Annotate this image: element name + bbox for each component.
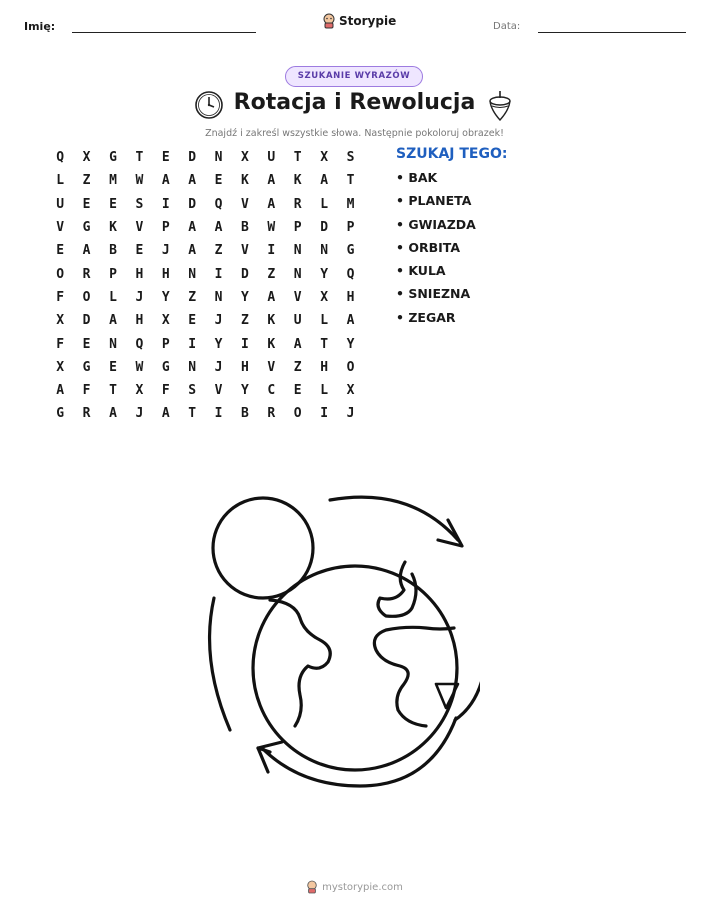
grid-letter: E <box>161 150 170 166</box>
word-list-item: • KULA <box>396 263 446 279</box>
earth-shape <box>253 566 457 770</box>
word-list-item: • BAK <box>396 170 438 185</box>
grid-letter: W <box>135 173 144 189</box>
grid-letter: T <box>320 336 329 352</box>
word-search-grid <box>47 146 364 426</box>
orbit-arrow-top <box>330 497 458 540</box>
grid-row <box>47 239 364 262</box>
grid-letter: N <box>214 289 223 305</box>
word-list <box>396 170 476 333</box>
grid-letter: B <box>109 243 117 259</box>
grid-letter: H <box>320 359 329 375</box>
grid-letter: C <box>267 383 276 399</box>
grid-letter: X <box>241 150 249 166</box>
grid-letter: E <box>188 313 197 329</box>
grid-letter: Y <box>241 289 249 305</box>
grid-row <box>47 356 364 379</box>
grid-letter: U <box>293 313 302 329</box>
grid-letter: X <box>56 359 65 375</box>
grid-letter: X <box>82 150 91 166</box>
grid-letter: G <box>346 243 355 259</box>
grid-letter: V <box>56 220 65 236</box>
grid-row <box>47 309 364 332</box>
grid-letter: Z <box>82 173 91 189</box>
grid-letter: X <box>56 313 65 329</box>
grid-letter: V <box>135 220 144 236</box>
word-list-title: SZUKAJ TEGO: <box>396 146 508 162</box>
grid-letter: A <box>346 313 355 329</box>
grid-letter: H <box>135 313 144 329</box>
grid-letter: J <box>161 243 170 259</box>
grid-letter: G <box>82 220 91 236</box>
grid-letter: A <box>188 220 197 236</box>
grid-letter: V <box>241 196 249 212</box>
grid-letter: B <box>241 406 249 422</box>
grid-letter: P <box>109 266 117 282</box>
grid-letter: W <box>267 220 276 236</box>
grid-letter: E <box>56 243 65 259</box>
date-line <box>538 32 686 33</box>
grid-letter: A <box>293 336 302 352</box>
grid-letter: A <box>320 173 329 189</box>
grid-letter: O <box>82 289 91 305</box>
grid-letter: K <box>241 173 249 189</box>
grid-letter: Z <box>267 266 276 282</box>
grid-letter: J <box>214 359 223 375</box>
grid-letter: Z <box>293 359 302 375</box>
date-label: Data: <box>493 21 521 32</box>
grid-letter: P <box>161 220 170 236</box>
grid-letter: D <box>241 266 249 282</box>
grid-letter: D <box>82 313 91 329</box>
grid-letter: L <box>320 313 329 329</box>
grid-letter: K <box>267 313 276 329</box>
grid-row <box>47 193 364 216</box>
grid-letter: D <box>188 196 197 212</box>
grid-letter: I <box>267 243 276 259</box>
earth-moon-rotation-illustration <box>200 490 480 800</box>
grid-row <box>47 169 364 192</box>
grid-letter: J <box>346 406 355 422</box>
grid-letter: J <box>135 406 144 422</box>
footer-url: mystorypie.com <box>322 881 403 893</box>
grid-letter: R <box>82 266 91 282</box>
grid-letter: B <box>241 220 249 236</box>
grid-letter: I <box>214 266 223 282</box>
grid-letter: E <box>293 383 302 399</box>
word-list-item: • SNIEZNA <box>396 286 471 302</box>
grid-letter: F <box>82 383 91 399</box>
grid-letter: M <box>109 173 117 189</box>
grid-letter: O <box>293 406 302 422</box>
grid-letter: G <box>161 359 170 375</box>
grid-letter: N <box>188 266 197 282</box>
grid-letter: Y <box>214 336 223 352</box>
grid-row <box>47 262 364 285</box>
grid-letter: N <box>214 150 223 166</box>
grid-letter: P <box>161 336 170 352</box>
grid-letter: U <box>267 150 276 166</box>
grid-letter: O <box>346 359 355 375</box>
grid-letter: I <box>161 196 170 212</box>
storypie-logo-icon <box>322 13 336 29</box>
grid-letter: A <box>188 173 197 189</box>
grid-letter: F <box>161 383 170 399</box>
grid-letter: H <box>161 266 170 282</box>
grid-letter: F <box>56 336 65 352</box>
grid-row <box>47 379 364 402</box>
word-list-item: • GWIAZDA <box>396 216 476 232</box>
grid-letter: A <box>82 243 91 259</box>
grid-letter: N <box>293 266 302 282</box>
grid-letter: A <box>109 406 117 422</box>
grid-letter: O <box>56 266 65 282</box>
grid-letter: V <box>293 289 302 305</box>
grid-letter: I <box>320 406 329 422</box>
grid-letter: K <box>293 173 302 189</box>
word-list-item: • ORBITA <box>396 239 461 255</box>
brand-logo <box>322 13 396 29</box>
grid-letter: E <box>82 196 91 212</box>
grid-letter: S <box>188 383 197 399</box>
grid-letter: Y <box>241 383 249 399</box>
grid-letter: L <box>320 196 329 212</box>
grid-letter: Q <box>346 266 355 282</box>
storypie-logo-icon <box>306 880 318 894</box>
grid-letter: A <box>188 243 197 259</box>
grid-letter: M <box>346 196 355 212</box>
grid-row <box>47 146 364 169</box>
grid-letter: W <box>135 359 144 375</box>
worksheet-type-badge: SZUKANIE WYRAZÓW <box>285 66 423 87</box>
grid-letter: K <box>109 220 117 236</box>
grid-row <box>47 216 364 239</box>
grid-row <box>47 286 364 309</box>
grid-letter: Z <box>188 289 197 305</box>
grid-letter: T <box>293 150 302 166</box>
page-title: Rotacja i Rewolucja <box>233 90 476 115</box>
grid-letter: X <box>320 150 329 166</box>
grid-letter: A <box>161 173 170 189</box>
grid-letter: S <box>346 150 355 166</box>
grid-letter: Q <box>135 336 144 352</box>
grid-letter: G <box>56 406 65 422</box>
grid-letter: Y <box>346 336 355 352</box>
grid-letter: T <box>346 173 355 189</box>
grid-letter: F <box>56 289 65 305</box>
grid-letter: L <box>109 289 117 305</box>
grid-letter: D <box>188 150 197 166</box>
grid-letter: V <box>267 359 276 375</box>
grid-letter: X <box>135 383 144 399</box>
grid-letter: N <box>188 359 197 375</box>
grid-letter: J <box>135 289 144 305</box>
grid-row <box>47 402 364 425</box>
grid-letter: R <box>82 406 91 422</box>
grid-letter: G <box>109 150 117 166</box>
grid-letter: H <box>135 266 144 282</box>
grid-letter: Q <box>214 196 223 212</box>
grid-letter: U <box>56 196 65 212</box>
grid-letter: E <box>82 336 91 352</box>
grid-letter: X <box>320 289 329 305</box>
grid-letter: K <box>267 336 276 352</box>
grid-letter: A <box>267 289 276 305</box>
grid-letter: A <box>267 173 276 189</box>
grid-letter: I <box>214 406 223 422</box>
grid-letter: Z <box>214 243 223 259</box>
grid-letter: P <box>293 220 302 236</box>
grid-letter: H <box>241 359 249 375</box>
grid-letter: A <box>161 406 170 422</box>
grid-letter: J <box>214 313 223 329</box>
grid-letter: Y <box>320 266 329 282</box>
grid-letter: Q <box>56 150 65 166</box>
name-label: Imię: <box>24 20 56 33</box>
grid-letter: A <box>109 313 117 329</box>
grid-letter: D <box>320 220 329 236</box>
grid-letter: Y <box>161 289 170 305</box>
spinning-top-icon <box>487 90 513 122</box>
grid-letter: P <box>346 220 355 236</box>
grid-letter: A <box>214 220 223 236</box>
footer <box>0 880 709 894</box>
grid-letter: E <box>214 173 223 189</box>
grid-letter: I <box>241 336 249 352</box>
grid-letter: Z <box>241 313 249 329</box>
grid-letter: N <box>109 336 117 352</box>
grid-letter: G <box>82 359 91 375</box>
instructions-text: Znajdź i zakreśl wszystkie słowa. Następnie pokoloruj obrazek! <box>205 128 504 139</box>
grid-letter: A <box>267 196 276 212</box>
grid-letter: L <box>320 383 329 399</box>
orbit-arrow-bottom <box>262 718 456 786</box>
grid-letter: E <box>135 243 144 259</box>
grid-letter: R <box>293 196 302 212</box>
grid-letter: T <box>135 150 144 166</box>
grid-letter: V <box>214 383 223 399</box>
word-list-item: • ZEGAR <box>396 309 456 325</box>
grid-letter: I <box>188 336 197 352</box>
grid-letter: E <box>109 196 117 212</box>
grid-letter: V <box>241 243 249 259</box>
grid-letter: H <box>346 289 355 305</box>
grid-letter: R <box>267 406 276 422</box>
grid-letter: N <box>293 243 302 259</box>
grid-row <box>47 332 364 355</box>
name-line <box>72 32 256 33</box>
grid-letter: T <box>109 383 117 399</box>
grid-letter: A <box>56 383 65 399</box>
grid-letter: X <box>161 313 170 329</box>
grid-letter: E <box>109 359 117 375</box>
grid-letter: L <box>56 173 65 189</box>
grid-letter: N <box>320 243 329 259</box>
grid-letter: X <box>346 383 355 399</box>
brand-name: Storypie <box>339 14 397 28</box>
word-list-item: • PLANETA <box>396 193 472 209</box>
grid-letter: S <box>135 196 144 212</box>
grid-letter: T <box>188 406 197 422</box>
